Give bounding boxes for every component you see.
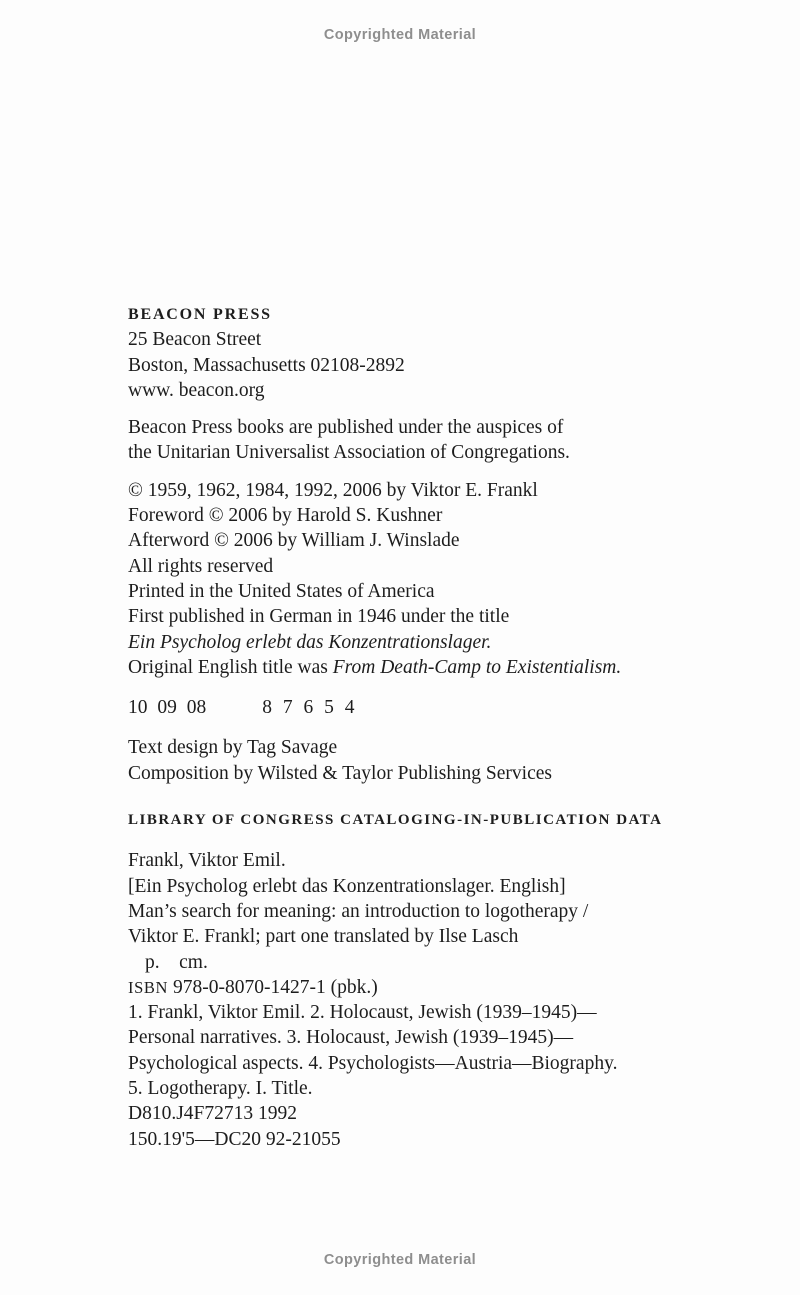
copyrighted-material-header: Copyrighted Material — [323, 27, 477, 43]
copyright-line: Afterword © 2006 by William J. Winslade — [128, 530, 460, 552]
cip-subject-line: Personal narratives. 3. Holocaust, Jewish (1939–1945)— — [128, 1027, 574, 1049]
cip-line: Man’s search for meaning: an introduction to logotherapy / — [128, 900, 589, 922]
printers-key-line — [128, 695, 728, 720]
german-title: Ein Psycholog erlebt das Konzentrationslager. — [128, 631, 492, 653]
isbn-label: ISBN — [128, 977, 168, 997]
copyright-line: First published in German in 1946 under the title — [128, 606, 510, 628]
lc-call-number: D810.J4F72713 1992 — [128, 1103, 298, 1125]
printers-key-numbers: 8 7 6 5 4 — [262, 697, 355, 719]
copyright-line: All rights reserved — [128, 555, 274, 577]
copyright-block — [128, 478, 728, 680]
credits-line: Text design by Tag Savage — [128, 737, 338, 759]
lc-cataloging-heading: LIBRARY OF CONGRESS CATALOGING-IN-PUBLICATION DATA — [128, 812, 663, 829]
copyrighted-material-footer: Copyrighted Material — [323, 1252, 477, 1268]
cip-collation: p. cm. — [145, 951, 208, 973]
cip-subject-line: 5. Logotherapy. I. Title. — [128, 1078, 313, 1100]
lc-heading-block — [128, 808, 728, 833]
cip-isbn-line — [128, 975, 728, 1000]
copyright-line: Printed in the United States of America — [128, 580, 435, 602]
copyright-page-content — [128, 302, 728, 1164]
isbn-value: 978-0-8070-1427-1 (pbk.) — [173, 976, 378, 998]
cip-line: Viktor E. Frankl; part one translated by Ilse Lasch — [128, 926, 519, 948]
original-title-line — [128, 655, 728, 680]
credits-line: Composition by Wilsted & Taylor Publishing Services — [128, 762, 552, 784]
cip-subject-line: Psychological aspects. 4. Psychologists—Austria—Biography. — [128, 1052, 618, 1074]
publisher-address-line: 25 Beacon Street — [128, 329, 262, 351]
auspices-block — [128, 415, 728, 466]
cip-line: Frankl, Viktor Emil. — [128, 850, 286, 872]
printers-key-years: 10 09 08 — [128, 697, 207, 719]
credits-block — [128, 735, 728, 786]
copyright-line: Foreword © 2006 by Harold S. Kushner — [128, 505, 443, 527]
copyright-line: © 1959, 1962, 1984, 1992, 2006 by Viktor E. Frankl — [128, 479, 538, 501]
publisher-name: BEACON PRESS — [128, 306, 272, 323]
printers-key-block — [128, 695, 728, 720]
publisher-website: www. beacon.org — [128, 379, 265, 401]
auspices-line: the Unitarian Universalist Association of Congregations. — [128, 442, 570, 464]
cip-subject-line: 1. Frankl, Viktor Emil. 2. Holocaust, Jewish (1939–1945)— — [128, 1002, 597, 1024]
original-title-prefix: Original English title was — [128, 656, 333, 678]
publisher-address-line: Boston, Massachusetts 02108-2892 — [128, 354, 405, 376]
dewey-number-line: 150.19'5—DC20 92-21055 — [128, 1128, 341, 1150]
cip-data-block — [128, 848, 728, 1152]
auspices-line: Beacon Press books are published under the auspices of — [128, 417, 564, 439]
original-title: From Death-Camp to Existentialism. — [332, 656, 622, 678]
publisher-block — [128, 302, 728, 403]
cip-line: [Ein Psycholog erlebt das Konzentrationslager. English] — [128, 875, 566, 897]
